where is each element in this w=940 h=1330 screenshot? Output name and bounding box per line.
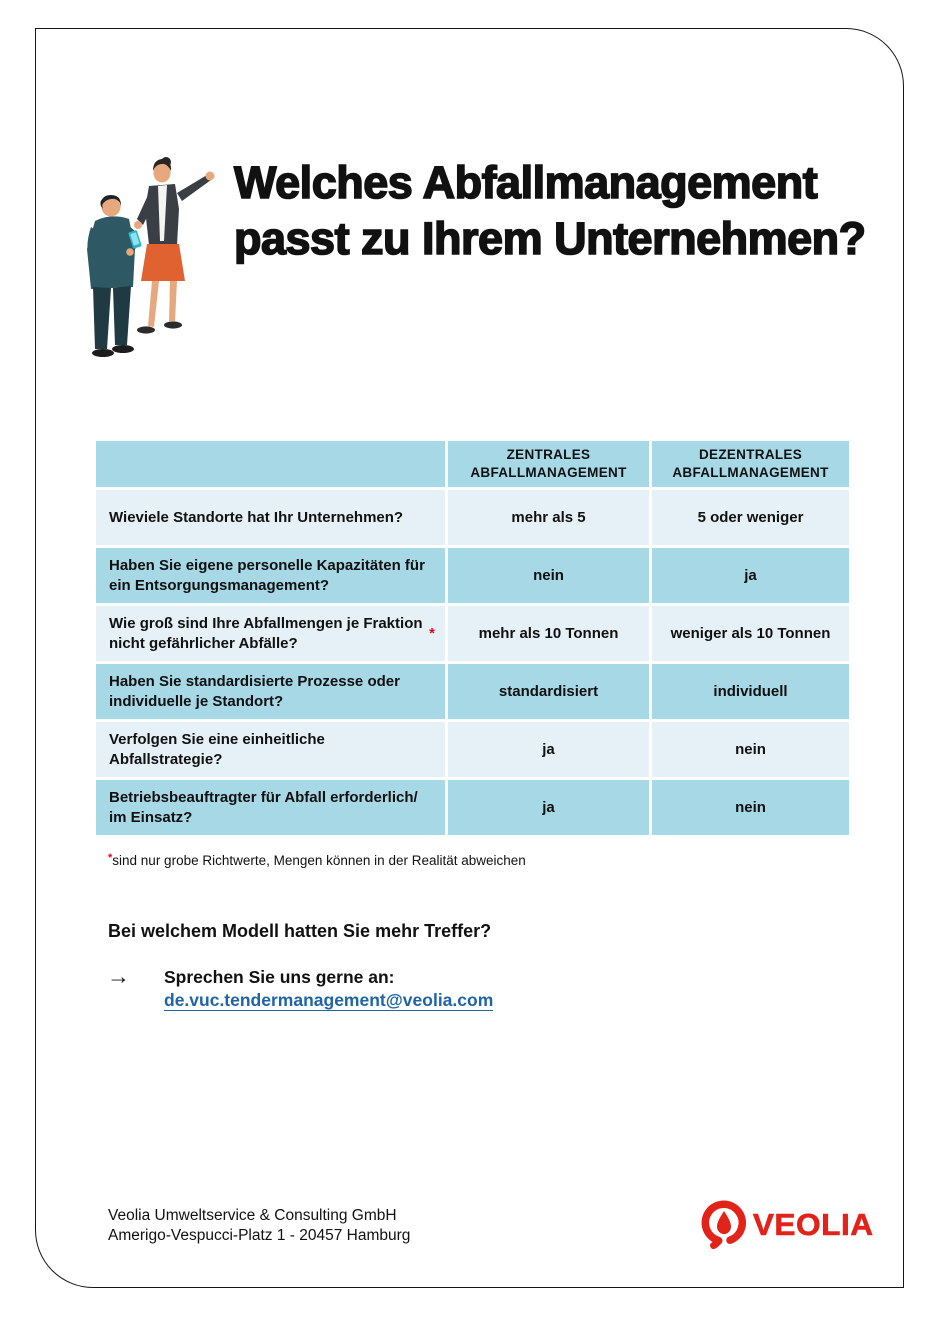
veolia-logo-icon <box>699 1199 749 1251</box>
veolia-wordmark: VEOLIA <box>752 1207 874 1242</box>
footnote-text: sind nur grobe Richtwerte, Mengen können in der Realität abweichen <box>112 853 526 868</box>
cta-heading: Bei welchem Modell hatten Sie mehr Treffer? <box>108 921 492 941</box>
footer-address-block <box>108 1206 410 1246</box>
page-title <box>234 155 866 267</box>
question-cell <box>96 548 445 603</box>
value-cell-dezentral: nein <box>652 722 849 777</box>
question-cell <box>96 490 445 545</box>
table-corner-cell <box>96 441 445 487</box>
footer-company: Veolia Umweltservice & Consulting GmbH <box>108 1207 397 1224</box>
value-cell-dezentral: weniger als 10 Tonnen <box>652 606 849 661</box>
arrow-right-icon: → <box>107 963 130 989</box>
footnote-marker: * <box>429 624 435 642</box>
value-cell-dezentral: individuell <box>652 664 849 719</box>
question-cell <box>96 722 445 777</box>
value-cell-zentral: mehr als 5 <box>448 490 649 545</box>
footnote <box>108 852 526 868</box>
value-cell-zentral: nein <box>448 548 649 603</box>
question-text: Wieviele Standorte hat Ihr Unternehmen? <box>109 508 404 526</box>
value-cell-dezentral: nein <box>652 780 849 835</box>
question-text: Verfolgen Sie eine einheitliche Abfallstrategie? <box>109 731 325 768</box>
email-link[interactable]: de.vuc.tendermanagement@veolia.com <box>164 990 494 1010</box>
page-title-line1: Welches Abfallmanagement <box>234 157 818 208</box>
question-text: Wie groß sind Ihre Abfallmengen je Fraktion nicht gefährlicher Abfälle? <box>109 615 423 652</box>
question-cell <box>96 606 445 661</box>
woman-figure <box>134 157 215 334</box>
comparison-table <box>96 441 849 835</box>
value-cell-zentral: mehr als 10 Tonnen <box>448 606 649 661</box>
cta-block <box>164 966 493 1012</box>
man-figure <box>87 195 142 357</box>
cta-text: Sprechen Sie uns gerne an: <box>164 967 395 987</box>
question-text: Haben Sie standardisierte Prozesse oder individuelle je Standort? <box>109 673 400 710</box>
value-cell-dezentral: ja <box>652 548 849 603</box>
value-cell-zentral: ja <box>448 722 649 777</box>
question-text: Betriebsbeauftragter für Abfall erforderlich/ im Einsatz? <box>109 789 418 826</box>
page-card <box>35 28 904 1288</box>
footer-address: Amerigo-Vespucci-Platz 1 - 20457 Hamburg <box>108 1227 411 1244</box>
question-cell <box>96 664 445 719</box>
column-header-dezentral: DEZENTRALES ABFALLMANAGEMENT <box>652 441 849 487</box>
footnote-asterisk: * <box>108 852 113 864</box>
value-cell-zentral: ja <box>448 780 649 835</box>
veolia-logo <box>699 1199 872 1251</box>
value-cell-zentral: standardisiert <box>448 664 649 719</box>
question-cell <box>96 780 445 835</box>
question-text: Haben Sie eigene personelle Kapazitäten für ein Entsorgungsmanagement? <box>109 557 425 594</box>
column-header-zentral: ZENTRALES ABFALLMANAGEMENT <box>448 441 649 487</box>
people-illustration <box>73 149 223 369</box>
page-title-line2: passt zu Ihrem Unternehmen? <box>234 213 866 264</box>
value-cell-dezentral: 5 oder weniger <box>652 490 849 545</box>
